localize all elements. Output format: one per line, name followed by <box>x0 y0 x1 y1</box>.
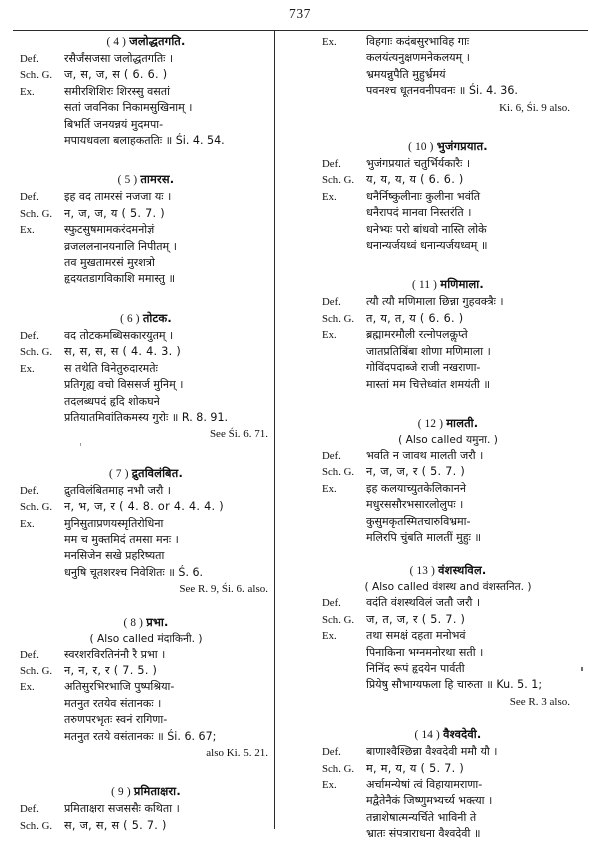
example-row <box>320 481 576 547</box>
ex-label: Ex. <box>322 630 337 643</box>
def-text: वदंति वंशस्थविलं जतौ जरौ । <box>366 596 481 610</box>
ex-line: तरुणपरभृतः स्वनं रागिणा- <box>64 713 168 727</box>
entry-number: ( 7 ) <box>109 467 129 480</box>
ex-body <box>64 679 274 745</box>
scheme-label: Sch. G. <box>322 613 355 626</box>
ex-line: सतां जवनिका निकामसुखिनाम् । <box>64 101 193 115</box>
ex-line: इह कलयाच्युतकेलिकानने <box>366 481 466 495</box>
ex-label: Ex. <box>20 681 35 694</box>
entry-number: ( 11 ) <box>412 279 438 292</box>
def-text: द्रुतविलंबितमाह नभौ जरौ । <box>64 483 171 497</box>
ex-line: अतिसुरभिरभाजि पुष्पश्रिया- <box>64 680 175 694</box>
entry-heading <box>320 416 576 431</box>
scheme-label: Sch. G. <box>20 664 53 677</box>
ex-label: Ex. <box>20 362 35 375</box>
def-label: Def. <box>322 449 341 462</box>
ex-label: Ex. <box>20 517 35 530</box>
def-body <box>366 156 576 172</box>
scan-speck <box>581 667 583 671</box>
ex-line: मुनिसुताप्रणयस्मृतिरोधिना <box>64 516 164 530</box>
ex-line: तन्नाशेषात्मन्यर्चिते भाविनी ते <box>366 810 477 824</box>
entry-number: ( 6 ) <box>120 312 140 325</box>
def-label: Def. <box>322 296 341 309</box>
ex-line: ब्रह्मामरमौली रत्नोपलकॢप्ते <box>366 328 468 342</box>
scheme-body <box>366 612 576 628</box>
entry-name: मालती. <box>446 415 479 430</box>
entry-number: ( 5 ) <box>117 174 138 187</box>
ex-line: समीरशिशिरः शिरस्सु वसतां <box>64 84 170 98</box>
cross-reference: See R. 9, Śi. 6. also. <box>179 583 268 596</box>
entry-heading <box>320 727 576 742</box>
def-body <box>64 328 274 344</box>
scheme-row <box>18 663 274 679</box>
def-label: Def. <box>20 484 39 497</box>
ex-line: मतनुत रतयेव संतानकः । <box>64 696 162 710</box>
ex-line: मतनुत रतये वसंतानकः ॥ Śi. 6. 67; <box>64 729 217 743</box>
scheme-text: त, य, त, य ( 6. 6. ) <box>366 311 464 325</box>
entry-number: ( 8 ) <box>123 616 144 629</box>
def-body <box>64 483 274 499</box>
ex-line: प्रियेषु सौभाग्यफला हि चारुता ॥ Ku. 5. 1; <box>366 678 543 692</box>
definition-row <box>320 448 576 464</box>
example-row <box>18 679 274 745</box>
scheme-label: Sch. G. <box>322 174 355 187</box>
meter-entry-12 <box>320 416 576 546</box>
def-label: Def. <box>20 329 39 342</box>
def-label: Def. <box>322 746 341 759</box>
ex-body <box>366 34 576 100</box>
scheme-body <box>366 464 576 480</box>
meter-entry-5 <box>18 172 274 287</box>
ex-label: Ex. <box>322 329 337 342</box>
def-body <box>366 595 576 611</box>
ex-line: मम च मुक्तमिदं तमसा मनः । <box>64 532 179 546</box>
scheme-label: Sch. G. <box>20 346 53 359</box>
ex-line: मद्वैतेनैकं जिष्णुमभ्यर्च्य भक्त्या । <box>366 794 493 808</box>
entry-number: ( 14 ) <box>414 729 440 742</box>
scheme-text: न, ज, ज, र ( 5. 7. ) <box>366 465 466 479</box>
entry-name: प्रमिताक्षरा. <box>133 784 181 799</box>
entry-number: ( 13 ) <box>409 565 436 578</box>
entry-heading <box>320 563 576 578</box>
cross-reference: Ki. 6, Śi. 9 also. <box>499 101 570 114</box>
ex-line: पिनाकिना भग्नमनोरथा सती । <box>366 645 484 659</box>
ex-label: Ex. <box>322 190 337 203</box>
meter-entry-11 <box>320 277 576 392</box>
ex-body <box>366 481 576 547</box>
example-row <box>320 34 576 100</box>
def-text: भवति न जावथ मालती जरौ । <box>366 448 484 462</box>
ex-line: प्रतिगृह्य वचो विससर्ज मुनिम् । <box>64 378 184 392</box>
ex-line: तदलब्धपदं हृदि शोकघने <box>64 394 160 408</box>
scheme-label: Sch. G. <box>20 69 53 82</box>
entry-name: भुजंगप्रयात. <box>436 139 488 154</box>
scheme-body <box>64 206 274 222</box>
definition-row <box>320 744 576 760</box>
meter-entry-8 <box>18 615 274 762</box>
ex-line: धनुषि चूतशरश्च निवेशितः ॥ Ś. 6. <box>64 565 204 579</box>
page-number: 737 <box>288 6 312 21</box>
scheme-row <box>320 464 576 480</box>
definition-row <box>18 51 274 67</box>
ex-line: हृदयतडागविकाशि ममास्तु ॥ <box>64 272 176 286</box>
left-column <box>18 34 274 832</box>
ex-body <box>64 361 274 427</box>
def-body <box>64 51 274 67</box>
scheme-row <box>18 67 274 83</box>
example-row <box>320 327 576 393</box>
entry-name: तोटक. <box>142 310 172 325</box>
def-body <box>64 189 274 205</box>
ex-line: धनैरापदं मानवा निस्तरंति । <box>366 206 472 220</box>
def-label: Def. <box>322 158 341 171</box>
scheme-label: Sch. G. <box>20 207 53 220</box>
scheme-row <box>18 818 274 834</box>
ex-line: तथा समक्षं दहता मनोभवं <box>366 629 466 643</box>
scheme-text: ज, त, ज, र ( 5. 7. ) <box>366 612 466 626</box>
def-text: बाणाश्वैश्छिन्ना वैश्वदेवी ममौ यौ । <box>366 745 498 759</box>
ex-body <box>64 222 274 288</box>
scheme-body <box>64 344 274 360</box>
ex-body <box>366 189 576 255</box>
definition-row <box>18 189 274 205</box>
ex-line: प्रतियातमिवांतिकमस्य गुरोः ॥ R. 8. 91. <box>64 410 229 424</box>
scheme-body <box>64 499 274 515</box>
definition-row <box>320 294 576 310</box>
scheme-body <box>64 818 274 834</box>
entry-name: जलोद्धतगति. <box>129 34 186 48</box>
scheme-text: ज, स, ज, स ( 6. 6. ) <box>64 68 168 82</box>
ex-line: मपायधवला बलाहकततिः ॥ Śi. 4. 54. <box>64 134 225 148</box>
scheme-body <box>366 172 576 188</box>
scheme-text: स, ज, स, स ( 5. 7. ) <box>64 818 167 832</box>
ex-line: तव मुखतामरसं मुरशत्रो <box>64 256 155 270</box>
cross-reference: See Śi. 6. 71. <box>209 428 268 441</box>
meter-entry-7 <box>18 466 274 598</box>
entry-alt-name: ( Also called वंशस्थ and वंशस्तनित. ) <box>364 581 532 594</box>
continued-example-block <box>320 34 576 116</box>
example-row <box>18 516 274 582</box>
entry-name: तामरस. <box>140 172 175 187</box>
ex-body <box>64 84 274 150</box>
header-rule <box>13 30 588 31</box>
ex-body <box>366 777 576 843</box>
def-body <box>366 744 576 760</box>
ex-line: धनैर्निष्कुलीनाः कुलीना भवंति <box>366 189 481 203</box>
ex-line: मलिरपि चुंबति मालतीं मुहुः ॥ <box>366 530 482 544</box>
example-row <box>320 777 576 843</box>
scheme-body <box>64 663 274 679</box>
ex-body <box>366 327 576 393</box>
meter-entry-14 <box>320 727 576 842</box>
ex-body <box>366 628 576 694</box>
scheme-label: Sch. G. <box>20 501 53 514</box>
ex-line: भ्रातः संपत्राराधना वैश्वदेवी ॥ <box>366 827 481 841</box>
def-body <box>64 801 274 817</box>
scheme-text: न, न, र, र ( 7. 5. ) <box>64 663 158 677</box>
entry-heading <box>18 466 274 481</box>
ex-line: स तथेति विनेतुरुदारमतेः <box>64 361 158 375</box>
scheme-text: य, य, य, य ( 6. 6. ) <box>366 173 464 187</box>
ex-line: पवनश्च धूतनवनीपवनः ॥ Śi. 4. 36. <box>366 84 518 98</box>
scheme-label: Sch. G. <box>20 819 53 832</box>
def-body <box>64 647 274 663</box>
cross-reference: also Ki. 5. 21. <box>206 747 268 759</box>
scheme-body <box>366 311 576 327</box>
scheme-text: स, स, स, स ( 4. 4. 3. ) <box>64 345 182 359</box>
scheme-row <box>18 344 274 360</box>
entry-alt-name: ( Also called यमुना. ) <box>398 433 498 446</box>
definition-row <box>18 328 274 344</box>
scheme-text: म, म, य, य ( 5. 7. ) <box>366 761 464 775</box>
ex-line: गोविंदपदाब्जे राजी नखराणा- <box>366 361 481 375</box>
ex-line: मास्तां मम चित्तेध्वांत शमयंती ॥ <box>366 377 490 391</box>
meter-entry-4 <box>18 34 274 149</box>
scheme-body <box>366 761 576 777</box>
entry-number: ( 9 ) <box>111 786 131 799</box>
ex-line: कलयंत्यनुक्षणमनेकलयम् । <box>366 51 470 65</box>
ex-line: मधुरससौरभसारलोलुपः । <box>366 498 464 512</box>
entry-heading <box>18 172 274 187</box>
def-label: Def. <box>20 53 39 65</box>
entry-heading <box>320 139 576 154</box>
def-body <box>366 294 576 310</box>
def-label: Def. <box>20 648 39 661</box>
ex-line: व्रजललनानयनालि निपीतम् । <box>64 239 177 253</box>
def-label: Def. <box>20 191 39 204</box>
two-column-body <box>0 34 600 841</box>
meter-entry-9 <box>18 784 274 834</box>
meter-entry-13 <box>320 563 576 710</box>
scheme-label: Sch. G. <box>322 466 355 479</box>
example-row <box>18 361 274 427</box>
entry-name: वैश्वदेवी. <box>443 727 482 742</box>
ex-label: Ex. <box>322 482 337 495</box>
scheme-row <box>320 612 576 628</box>
entry-heading <box>18 784 274 799</box>
entry-number: ( 10 ) <box>408 141 434 154</box>
ex-line: स्फुटसुषमामकरंदमनोज्ञं <box>64 223 155 237</box>
def-text: प्रमिताक्षरा सजससैः कथिता । <box>64 802 180 816</box>
entry-name: प्रभा. <box>146 614 169 629</box>
entry-heading <box>18 34 274 49</box>
ex-line: बिभर्ति जनयन्नयं मुदमपा- <box>64 117 164 131</box>
ex-line: कुसुमकृतस्मितचारुविभ्रमा- <box>366 514 471 528</box>
scheme-row <box>320 172 576 188</box>
ex-label: Ex. <box>322 779 337 791</box>
right-column <box>320 34 576 841</box>
scheme-body <box>64 67 274 83</box>
def-text: वद तोटकमब्धिसकारयुतम् । <box>64 328 174 342</box>
scheme-row <box>320 761 576 777</box>
entry-heading <box>18 311 274 326</box>
ex-line: मनसिजेन सखे प्रहरिष्यता <box>64 549 165 563</box>
entry-heading <box>320 277 576 292</box>
ex-line: जातप्रतिबिंबा शोणा मणिमाला । <box>366 344 491 358</box>
ex-label: Ex. <box>322 36 337 48</box>
def-text: इह वद तामरसं नजजा यः । <box>64 190 172 204</box>
ex-line: धनेभ्यः परो बांधवो नास्ति लोके <box>366 222 487 236</box>
scheme-text: न, भ, ज, र ( 4. 8. or 4. 4. 4. ) <box>64 500 224 514</box>
entry-name: द्रुतविलंबित. <box>131 465 183 480</box>
entry-alt-name: ( Also called मंदाकिनी. ) <box>89 632 203 645</box>
def-text: स्वरशरविरतिनंनौ रै प्रभा । <box>64 647 166 661</box>
scheme-text: न, ज, ज, य ( 5. 7. ) <box>64 206 165 220</box>
definition-row <box>320 595 576 611</box>
entry-number: ( 4 ) <box>106 36 127 48</box>
example-row <box>320 628 576 694</box>
entry-heading <box>18 615 274 630</box>
ex-body <box>64 516 274 582</box>
scan-speck <box>80 443 81 446</box>
scheme-label: Sch. G. <box>322 762 355 775</box>
definition-row <box>18 647 274 663</box>
ex-line: अर्चामन्येषां त्वं विहायामराणा- <box>366 778 483 791</box>
definition-row <box>320 156 576 172</box>
meter-entry-10 <box>320 139 576 254</box>
entry-name: वंशस्थविल. <box>438 563 487 578</box>
def-text: त्यौ त्यौ मणिमाला छिन्ना गुहवक्त्रैः । <box>366 295 504 309</box>
definition-row <box>18 801 274 817</box>
example-row <box>320 189 576 255</box>
entry-number: ( 12 ) <box>417 417 444 430</box>
meter-entry-6 <box>18 311 274 443</box>
ex-line: विहगाः कदंबसुरभाविह गाः <box>366 35 470 48</box>
scheme-row <box>18 206 274 222</box>
def-label: Def. <box>322 597 341 610</box>
def-body <box>366 448 576 464</box>
ex-line: भ्रमयन्नुपैति मुहुर्भ्रमयं <box>366 67 446 81</box>
ex-line: धनान्यर्जयध्वं धनान्यर्जयध्वम् ॥ <box>366 239 488 253</box>
example-row <box>18 84 274 150</box>
scheme-row <box>18 499 274 515</box>
cross-reference: See R. 3 also. <box>509 695 570 708</box>
scheme-row <box>320 311 576 327</box>
def-text: रसैर्जंसजसा जलोद्धतगतिः । <box>64 52 174 65</box>
scheme-label: Sch. G. <box>322 312 355 325</box>
entry-name: मणिमाला. <box>440 277 484 292</box>
ex-line: निनिंद रूपं हृदयेन पार्वती <box>366 661 465 675</box>
example-row <box>18 222 274 288</box>
def-label: Def. <box>20 803 39 816</box>
def-text: भुजंगप्रयातं चतुर्भिर्यकारैः । <box>366 157 471 171</box>
definition-row <box>18 483 274 499</box>
ex-label: Ex. <box>20 85 35 98</box>
ex-label: Ex. <box>20 224 35 237</box>
